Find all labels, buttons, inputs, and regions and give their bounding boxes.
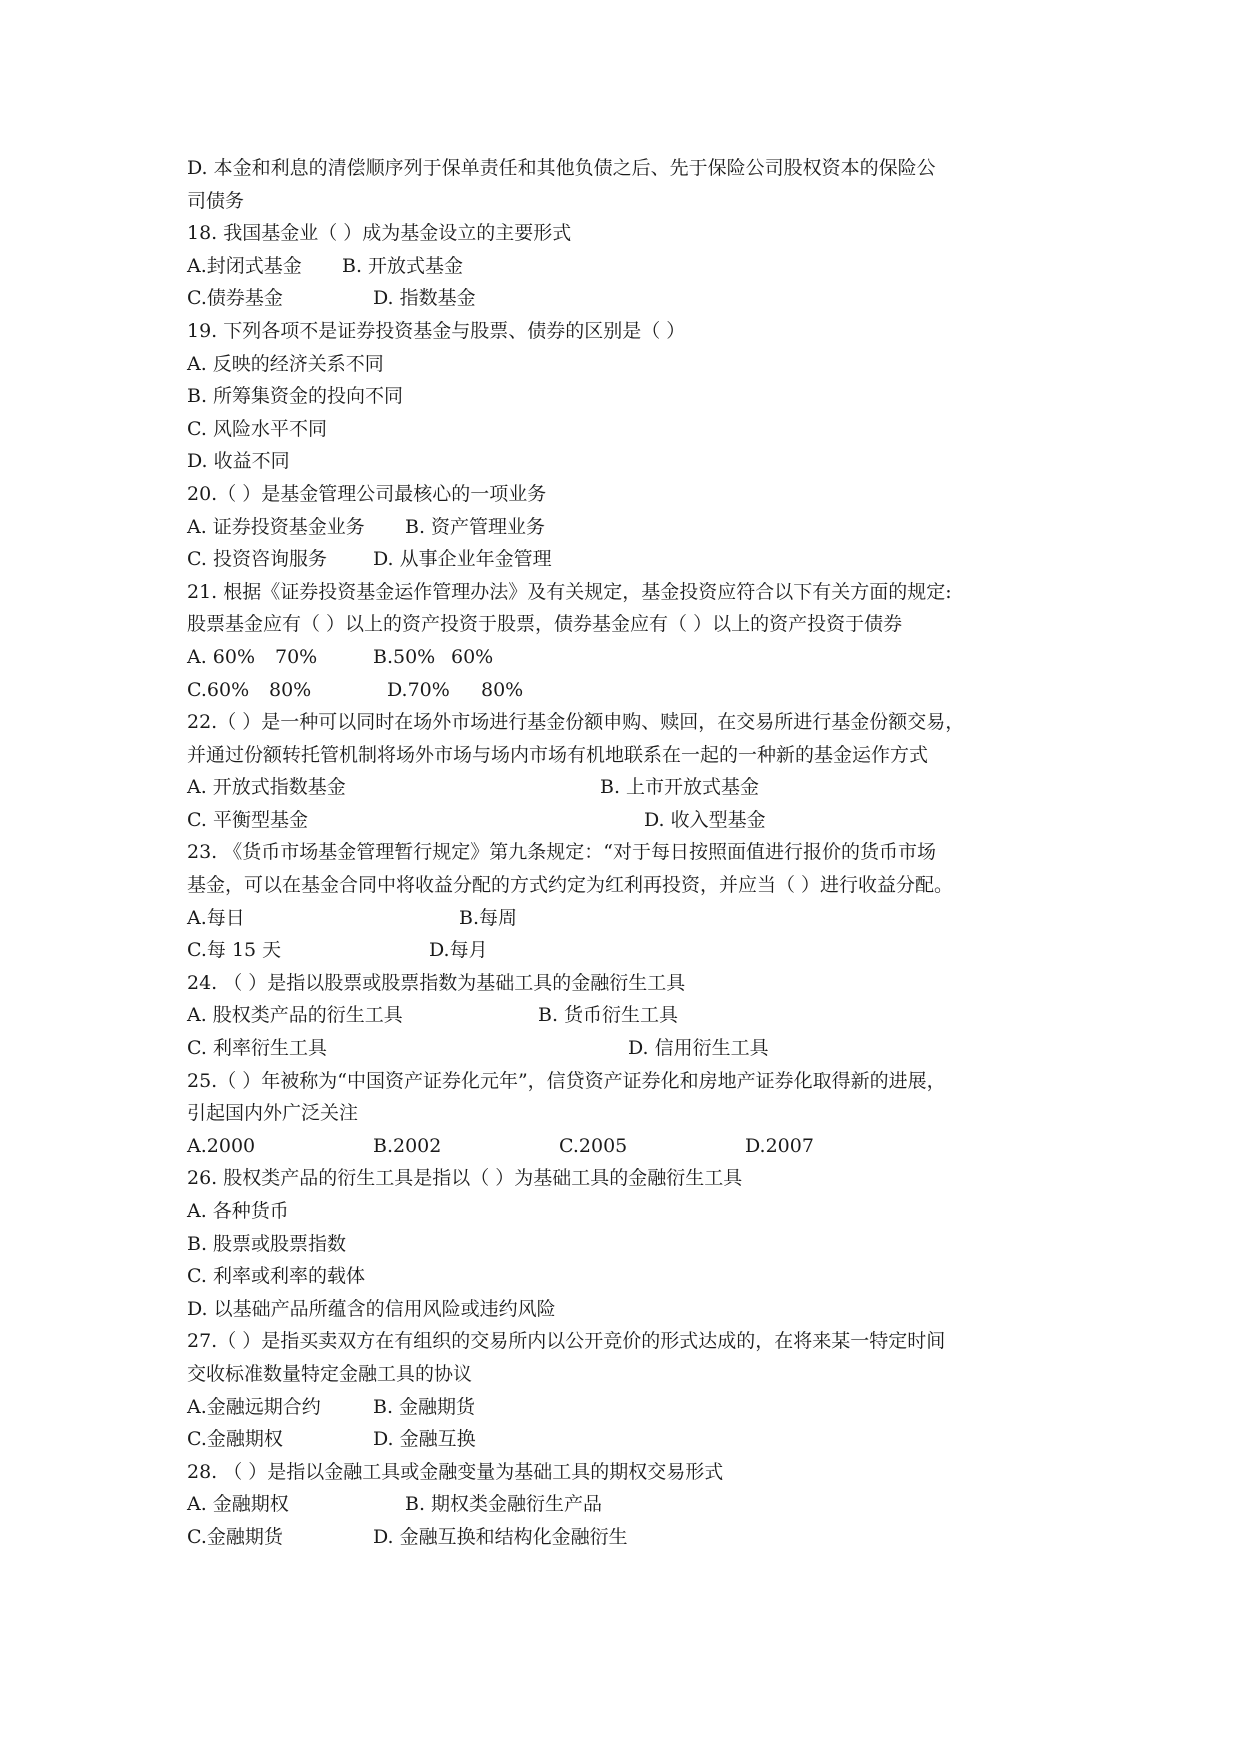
q22-option-b: B. 上市开放式基金 bbox=[600, 776, 760, 799]
q21-stem-line1: 21. 根据《证券投资基金运作管理办法》及有关规定，基金投资应符合以下有关方面的规定: bbox=[187, 580, 952, 603]
q18-option-c: C.债券基金 bbox=[187, 287, 283, 310]
q23-option-b: B.每周 bbox=[459, 906, 518, 929]
q22-option-a: A. 开放式指数基金 bbox=[187, 776, 346, 799]
q20-option-d: D. 从事企业年金管理 bbox=[373, 548, 552, 571]
q18-options-row2 bbox=[187, 282, 1067, 315]
q24-option-d: D. 信用衍生工具 bbox=[628, 1037, 769, 1060]
q22-option-c: C. 平衡型基金 bbox=[187, 808, 308, 831]
q19-stem: 19. 下列各项不是证券投资基金与股票、债券的区别是（ ） bbox=[187, 319, 686, 342]
q24-option-a: A. 股权类产品的衍生工具 bbox=[187, 1004, 403, 1027]
q23-options-row2 bbox=[187, 934, 1067, 967]
q21-option-a-value2: 70% bbox=[275, 645, 318, 668]
q23-stem-line2: 基金，可以在基金合同中将收益分配的方式约定为红利再投资，并应当（ ）进行收益分配。 bbox=[187, 874, 954, 897]
q21-option-c-value1: C.60% bbox=[187, 678, 250, 701]
q21-options-row2 bbox=[187, 674, 1067, 707]
q28-stem: 28. （ ）是指以金融工具或金融变量为基础工具的期权交易形式 bbox=[187, 1460, 724, 1483]
q26-option-a: A. 各种货币 bbox=[187, 1200, 289, 1222]
q23-option-a: A.每日 bbox=[187, 906, 245, 929]
q27-option-a: A.金融远期合约 bbox=[187, 1395, 321, 1418]
q28-options-row2 bbox=[187, 1521, 1067, 1554]
q28-option-d: D. 金融互换和结构化金融衍生 bbox=[373, 1525, 628, 1548]
q18-stem: 18. 我国基金业（ ）成为基金设立的主要形式 bbox=[187, 222, 572, 245]
q25-option-c: C.2005 bbox=[559, 1134, 628, 1157]
q25-stem-line2: 引起国内外广泛关注 bbox=[187, 1102, 359, 1125]
q25-option-b: B.2002 bbox=[373, 1134, 442, 1157]
q20-options-row1 bbox=[187, 511, 1067, 544]
q24-option-b: B. 货币衍生工具 bbox=[538, 1004, 679, 1027]
q20-options-row2 bbox=[187, 543, 1067, 576]
q28-option-b: B. 期权类金融衍生产品 bbox=[405, 1493, 603, 1516]
q23-stem-line1: 23. 《货币市场基金管理暂行规定》第九条规定：“对于每日按照面值进行报价的货币市场 bbox=[187, 841, 936, 864]
q24-options-row1 bbox=[187, 999, 1067, 1032]
q27-option-c: C.金融期权 bbox=[187, 1428, 283, 1451]
q26-option-c: C. 利率或利率的载体 bbox=[187, 1265, 365, 1288]
q21-option-b-value1: B.50% bbox=[373, 645, 436, 668]
q24-option-c: C. 利率衍生工具 bbox=[187, 1037, 327, 1060]
q18-option-d: D. 指数基金 bbox=[373, 287, 476, 310]
q25-stem-line1: 25.（ ）年被称为“中国资产证券化元年”，信贷资产证券化和房地产证券化取得新的进展， bbox=[187, 1069, 946, 1092]
q19-option-d: D. 收益不同 bbox=[187, 450, 290, 473]
q23-options-row1 bbox=[187, 902, 1067, 935]
q20-stem: 20.（ ）是基金管理公司最核心的一项业务 bbox=[187, 482, 547, 505]
q24-stem: 24. （ ）是指以股票或股票指数为基础工具的金融衍生工具 bbox=[187, 971, 686, 994]
q19-option-a: A. 反映的经济关系不同 bbox=[187, 352, 384, 375]
q22-options-row1 bbox=[187, 771, 1067, 804]
question-list bbox=[187, 152, 1067, 1554]
q27-options-row1 bbox=[187, 1391, 1067, 1424]
q24-options-row2 bbox=[187, 1032, 1067, 1065]
q22-option-d: D. 收入型基金 bbox=[644, 808, 766, 831]
q22-stem-line1: 22.（ ）是一种可以同时在场外市场进行基金份额申购、赎回，在交易所进行基金份额交易， bbox=[187, 711, 965, 734]
q21-option-d-value2: 80% bbox=[481, 678, 524, 701]
q27-option-d: D. 金融互换 bbox=[373, 1428, 476, 1451]
q19-option-b: B. 所筹集资金的投向不同 bbox=[187, 385, 404, 408]
q23-option-c: C.每 15 天 bbox=[187, 939, 282, 962]
q26-option-b: B. 股票或股票指数 bbox=[187, 1232, 347, 1255]
q25-option-d: D.2007 bbox=[745, 1134, 814, 1157]
q18-option-b: B. 开放式基金 bbox=[342, 254, 464, 277]
q27-options-row2 bbox=[187, 1423, 1067, 1456]
q20-option-c: C. 投资咨询服务 bbox=[187, 548, 327, 571]
q25-option-a: A.2000 bbox=[187, 1134, 256, 1157]
q26-stem: 26. 股权类产品的衍生工具是指以（ ）为基础工具的金融衍生工具 bbox=[187, 1167, 743, 1190]
q28-option-a: A. 金融期权 bbox=[187, 1493, 289, 1516]
q25-options-row bbox=[187, 1130, 1067, 1163]
q21-option-a-value1: A. 60% bbox=[187, 645, 256, 668]
q17-option-d-line1: D. 本金和利息的清偿顺序列于保单责任和其他负债之后、先于保险公司股权资本的保险公 bbox=[187, 157, 936, 179]
q28-options-row1 bbox=[187, 1488, 1067, 1521]
q21-stem-line2: 股票基金应有（ ）以上的资产投资于股票，债券基金应有（ ）以上的资产投资于债券 bbox=[187, 613, 903, 636]
q20-option-a: A. 证券投资基金业务 bbox=[187, 515, 365, 538]
q18-options-row1 bbox=[187, 250, 1067, 283]
q21-option-c-value2: 80% bbox=[269, 678, 312, 701]
q26-option-d: D. 以基础产品所蕴含的信用风险或违约风险 bbox=[187, 1297, 556, 1320]
q28-option-c: C.金融期货 bbox=[187, 1525, 283, 1548]
q21-options-row1 bbox=[187, 641, 1067, 674]
q19-option-c: C. 风险水平不同 bbox=[187, 417, 327, 440]
q21-option-b-value2: 60% bbox=[451, 645, 494, 668]
q22-options-row2 bbox=[187, 804, 1067, 837]
q27-option-b: B. 金融期货 bbox=[373, 1395, 476, 1418]
q18-option-a: A.封闭式基金 bbox=[187, 254, 302, 277]
q17-option-d-line2: 司债务 bbox=[187, 189, 245, 212]
q27-stem-line1: 27.（ ）是指买卖双方在有组织的交易所内以公开竞价的形式达成的，在将来某一特定时间 bbox=[187, 1330, 946, 1353]
q27-stem-line2: 交收标准数量特定金融工具的协议 bbox=[187, 1362, 473, 1385]
q22-stem-line2: 并通过份额转托管机制将场外市场与场内市场有机地联系在一起的一种新的基金运作方式 bbox=[187, 743, 929, 766]
q23-option-d: D.每月 bbox=[429, 939, 488, 962]
q21-option-d-value1: D.70% bbox=[387, 678, 450, 701]
q20-option-b: B. 资产管理业务 bbox=[405, 515, 546, 538]
